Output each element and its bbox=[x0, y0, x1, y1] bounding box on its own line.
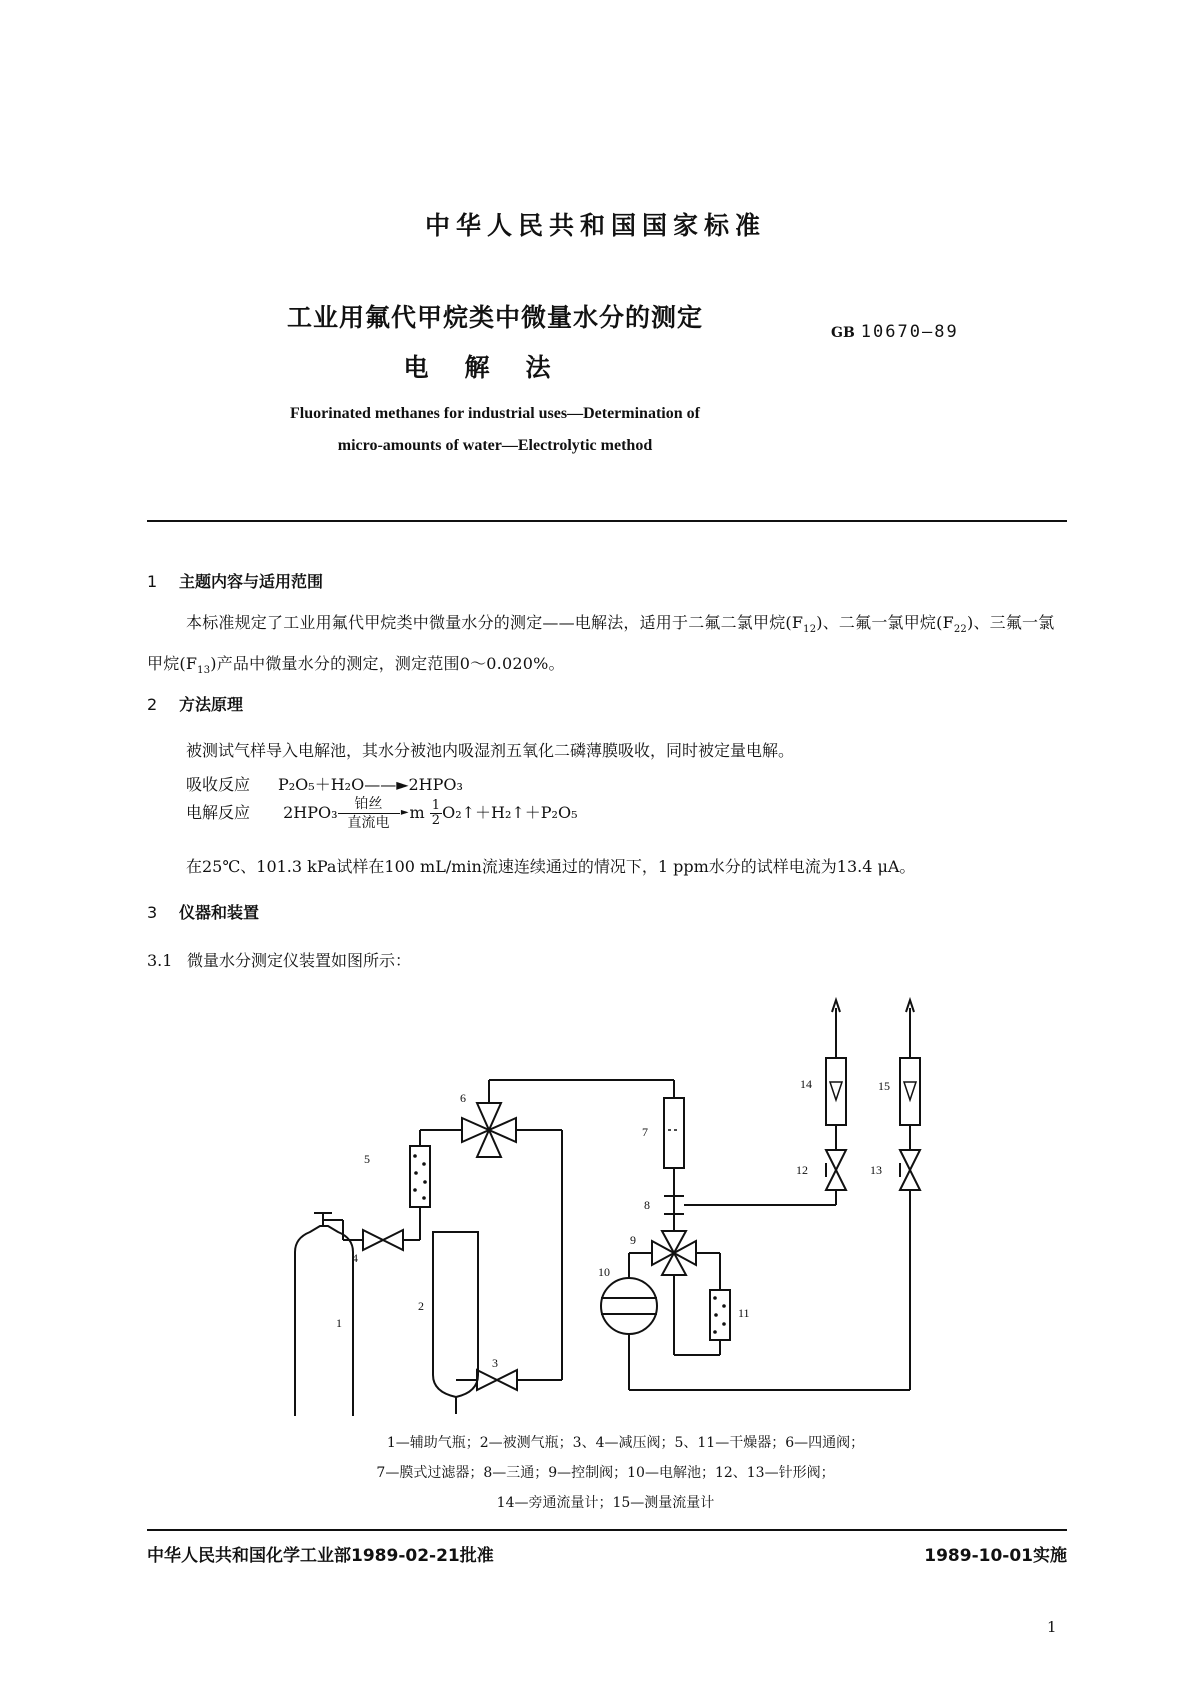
standard-org-header: 中华人民共和国国家标准 bbox=[424, 211, 766, 240]
section-3-title: 仪器和装置 bbox=[179, 903, 260, 922]
label-11: 11 bbox=[738, 1306, 750, 1320]
s1-text-b: )、二氟一氯甲烷(F bbox=[816, 613, 954, 632]
label-6: 6 bbox=[460, 1091, 466, 1105]
membrane-filter-7 bbox=[664, 1098, 684, 1168]
auxiliary-gas-cylinder bbox=[295, 1213, 353, 1416]
s1-text-d: )产品中微量水分的测定，测定范围0～0.020%。 bbox=[210, 654, 565, 674]
s1-sub-3: 13 bbox=[197, 665, 211, 677]
bypass-flowmeter-14 bbox=[826, 1058, 846, 1125]
measuring-flowmeter-15 bbox=[900, 1058, 920, 1125]
electrolytic-cell-10 bbox=[601, 1278, 657, 1334]
title-cn-line2: 电解法 bbox=[403, 353, 587, 382]
label-14: 14 bbox=[800, 1077, 812, 1091]
label-4: 4 bbox=[352, 1251, 358, 1265]
elec-right: O₂↑＋H₂↑＋P₂O₅ bbox=[442, 803, 578, 822]
approval-note: 中华人民共和国化学工业部1989-02-21批准 bbox=[147, 1546, 494, 1566]
title-cn-line1: 工业用氟代甲烷类中微量水分的测定 bbox=[286, 303, 703, 332]
label-5: 5 bbox=[364, 1152, 370, 1166]
section-2-paragraph-2: 在25℃、101.3 kPa试样在100 mL/min流速连续通过的情况下，1 ppm水分的试样电流为13.4 μA。 bbox=[186, 857, 916, 876]
label-13: 13 bbox=[870, 1163, 882, 1177]
pressure-reducing-valve-3 bbox=[477, 1370, 517, 1390]
subsection-3-1-number: 3.1 bbox=[147, 951, 173, 970]
caption-line-3: 14—旁通流量计；15—测量流量计 bbox=[496, 1495, 715, 1511]
code-prefix: GB bbox=[831, 325, 855, 341]
caption-line-2: 7—膜式过滤器；8—三通；9—控制阀；10—电解池；12、13—针形阀； bbox=[376, 1465, 835, 1481]
label-2: 2 bbox=[418, 1299, 424, 1313]
elec-left: 2HPO₃ bbox=[283, 803, 338, 822]
title-en-line1: Fluorinated methanes for industrial uses—Determination of bbox=[290, 405, 700, 422]
page-number: 1 bbox=[1047, 1618, 1057, 1636]
four-way-valve-6 bbox=[462, 1103, 516, 1157]
label-10: 10 bbox=[598, 1265, 610, 1279]
label-3: 3 bbox=[492, 1356, 498, 1370]
section-2-paragraph-1: 被测试气样导入电解池，其水分被池内吸湿剂五氧化二磷薄膜吸收，同时被定量电解。 bbox=[186, 741, 795, 760]
absorb-label: 吸收反应 bbox=[186, 775, 251, 794]
label-1: 1 bbox=[336, 1316, 342, 1330]
section-2-number: 2 bbox=[147, 695, 158, 714]
title-en-line2: micro-amounts of water—Electrolytic method bbox=[337, 437, 653, 454]
dryer-5 bbox=[410, 1146, 430, 1207]
footer-rule bbox=[147, 1529, 1067, 1531]
frac-den: 2 bbox=[431, 813, 441, 828]
s1-text-c: )、三氟一氯甲烷(F bbox=[147, 613, 1055, 674]
label-15: 15 bbox=[878, 1079, 890, 1093]
caption-line-1: 1—辅助气瓶；2—被测气瓶；3、4—减压阀；5、11—干燥器；6—四通阀； bbox=[386, 1435, 865, 1451]
s1-sub-2: 22 bbox=[953, 624, 967, 636]
section-3-number: 3 bbox=[147, 903, 158, 922]
label-12: 12 bbox=[796, 1163, 808, 1177]
test-gas-cylinder bbox=[433, 1232, 478, 1397]
needle-valve-13 bbox=[900, 1150, 920, 1190]
frac-num: 1 bbox=[431, 798, 441, 813]
dryer-11 bbox=[710, 1290, 730, 1340]
elec-over: 铂丝 bbox=[354, 796, 383, 812]
absorb-equation: P₂O₅＋H₂O——►2HPO₃ bbox=[278, 775, 463, 794]
section-1-number: 1 bbox=[147, 572, 158, 591]
label-8: 8 bbox=[644, 1198, 650, 1212]
s1-sub-1: 12 bbox=[803, 624, 817, 636]
effective-date: 1989-10-01实施 bbox=[924, 1546, 1067, 1566]
label-9: 9 bbox=[630, 1233, 636, 1247]
code-number: 10670—89 bbox=[860, 322, 959, 342]
needle-valve-12 bbox=[826, 1150, 846, 1190]
elec-under: 直流电 bbox=[347, 815, 390, 831]
elec-m: m bbox=[409, 803, 425, 822]
elec-label: 电解反应 bbox=[186, 803, 251, 822]
s1-text-a: 本标准规定了工业用氟代甲烷类中微量水分的测定——电解法，适用于二氟二氯甲烷(F bbox=[186, 613, 804, 632]
section-1-title: 主题内容与适用范围 bbox=[179, 572, 324, 591]
pressure-reducing-valve-4 bbox=[363, 1230, 403, 1250]
label-7: 7 bbox=[642, 1125, 648, 1139]
control-valve-9 bbox=[652, 1231, 696, 1275]
subsection-3-1-text: 微量水分测定仪装置如图所示： bbox=[187, 951, 412, 970]
section-2-title: 方法原理 bbox=[179, 695, 244, 714]
